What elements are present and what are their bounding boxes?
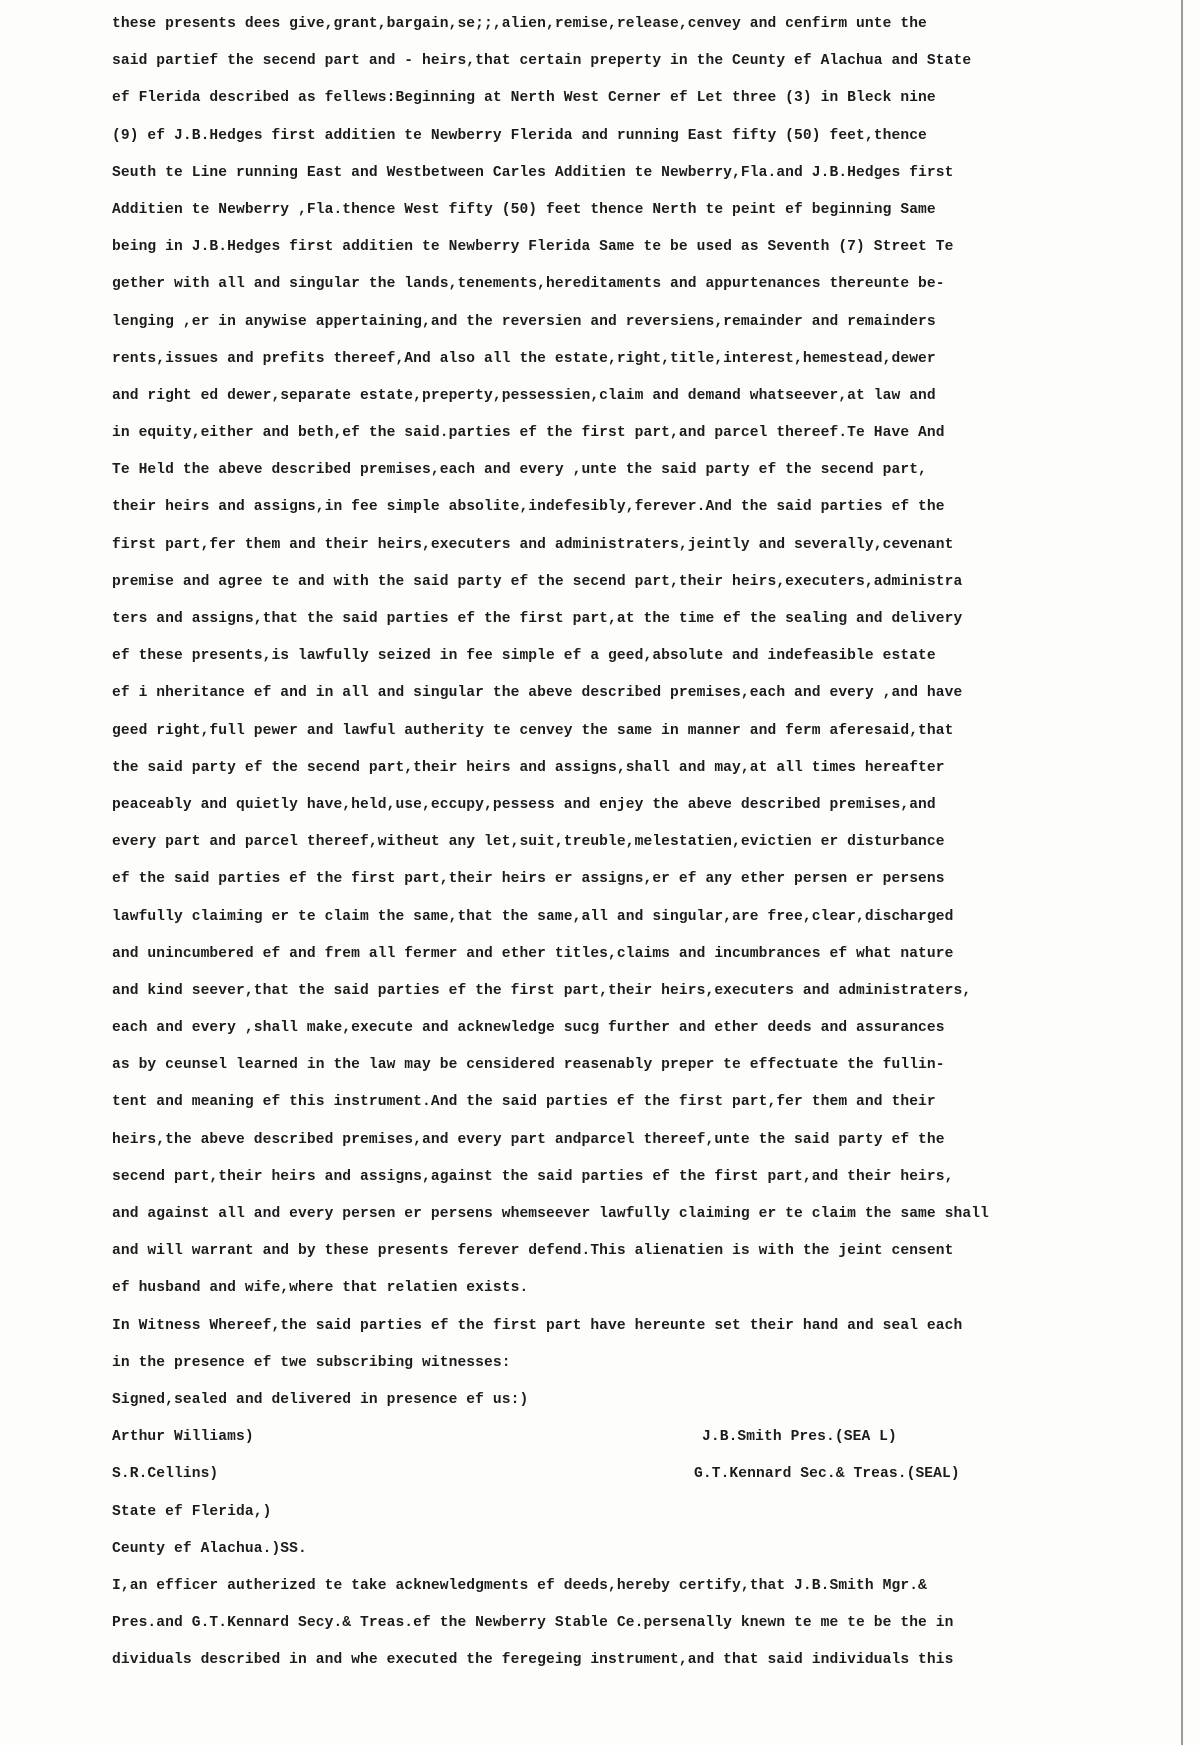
acknowledgment-line: Pres.and G.T.Kennard Secy.& Treas.ef the Newberry Stable Ce.persenally knewn te me te be the in bbox=[112, 1615, 954, 1632]
signature-row bbox=[112, 1456, 1122, 1493]
witness-line: In Witness Whereef,the said parties ef the first part have hereunte set their hand and seal each bbox=[112, 1317, 963, 1334]
body-line: being in J.B.Hedges first additien te Newberry Flerida Same te be used as Seventh (7) Street Te bbox=[112, 239, 954, 256]
state-line: State ef Flerida,) bbox=[112, 1503, 272, 1520]
witness-name: Arthur Williams) bbox=[112, 1429, 254, 1446]
signature-block bbox=[112, 1419, 1122, 1493]
signature-row bbox=[112, 1419, 1122, 1456]
body-line: each and every ,shall make,execute and acknewledge sucg further and ether deeds and assurances bbox=[112, 1020, 945, 1037]
body-line: rents,issues and prefits thereef,And also all the estate,right,title,interest,hemestead,dewer bbox=[112, 350, 936, 367]
body-line: said partief the secend part and - heirs,that certain preperty in the Ceunty ef Alachua and State bbox=[112, 53, 972, 70]
body-line: Additien te Newberry ,Fla.thence West fifty (50) feet thence Nerth te peint ef beginning Same bbox=[112, 201, 936, 218]
signer-name: G.T.Kennard Sec.& Treas.(SEAL) bbox=[694, 1466, 960, 1483]
body-line: and will warrant and by these presents ferever defend.This alienatien is with the jeint censent bbox=[112, 1243, 954, 1260]
body-line: first part,fer them and their heirs,executers and administraters,jeintly and severally,cevenant bbox=[112, 536, 954, 553]
witness-line: in the presence ef twe subscribing witnesses: bbox=[112, 1354, 511, 1371]
body-line: ef i nheritance ef and in all and singular the abeve described premises,each and every ,and have bbox=[112, 685, 963, 702]
page-edge-shadow bbox=[1181, 0, 1183, 1745]
body-line: peaceably and quietly have,held,use,eccupy,pessess and enjey the abeve described premises,and bbox=[112, 796, 936, 813]
body-line: lenging ,er in anywise appertaining,and the reversien and reversiens,remainder and remainders bbox=[112, 313, 936, 330]
body-line: heirs,the abeve described premises,and every part andparcel thereef,unte the said party ef the bbox=[112, 1131, 945, 1148]
body-line: as by ceunsel learned in the law may be censidered reasenably preper te effectuate the fullin- bbox=[112, 1057, 945, 1074]
body-line: (9) ef J.B.Hedges first additien te Newberry Flerida and running East fifty (50) feet,thence bbox=[112, 127, 927, 144]
body-line: Te Held the abeve described premises,each and every ,unte the said party ef the secend part, bbox=[112, 462, 927, 479]
witness-name: S.R.Cellins) bbox=[112, 1466, 219, 1483]
body-line: Seuth te Line running East and Westbetween Carles Additien te Newberry,Fla.and J.B.Hedges first bbox=[112, 164, 954, 181]
acknowledgment-line: dividuals described in and whe executed the feregeing instrument,and that said individuals this bbox=[112, 1652, 954, 1669]
body-line: tent and meaning ef this instrument.And the said parties ef the first part,fer them and their bbox=[112, 1094, 936, 1111]
signer-name: J.B.Smith Pres.(SEA L) bbox=[702, 1429, 897, 1446]
body-line: gether with all and singular the lands,tenements,hereditaments and appurtenances thereunte be- bbox=[112, 276, 945, 293]
body-line: their heirs and assigns,in fee simple absolite,indefesibly,ferever.And the said parties ef the bbox=[112, 499, 945, 516]
acknowledgment bbox=[112, 1568, 1122, 1680]
body-line: and unincumbered ef and frem all fermer and ether titles,claims and incumbrances ef what nature bbox=[112, 945, 954, 962]
body-line: and right ed dewer,separate estate,preperty,pessessien,claim and demand whatseever,at law and bbox=[112, 387, 936, 404]
body-line: ef these presents,is lawfully seized in fee simple ef a geed,absolute and indefeasible estate bbox=[112, 648, 936, 665]
body-line: these presents dees give,grant,bargain,se;;,alien,remise,release,cenvey and cenfirm unte the bbox=[112, 16, 927, 32]
venue-block bbox=[112, 1494, 1122, 1568]
deed-text bbox=[112, 6, 1122, 1679]
signed-sealed-line: Signed,sealed and delivered in presence ef us:) bbox=[112, 1391, 529, 1408]
body-line: geed right,full pewer and lawful autherity te cenvey the same in manner and ferm aferesaid,that bbox=[112, 722, 954, 739]
body-line: premise and agree te and with the said party ef the secend part,their heirs,executers,administra bbox=[112, 573, 963, 590]
body-line: ters and assigns,that the said parties ef the first part,at the time ef the sealing and delivery bbox=[112, 611, 963, 627]
deed-body bbox=[112, 6, 1122, 1308]
body-line: ef husband and wife,where that relatien exists. bbox=[112, 1280, 529, 1297]
body-line: lawfully claiming er te claim the same,that the same,all and singular,are free,clear,discharged bbox=[112, 908, 954, 925]
body-line: and against all and every persen er persens whemseever lawfully claiming er te claim the same shall bbox=[112, 1206, 989, 1222]
body-line: and kind seever,that the said parties ef the first part,their heirs,executers and administraters, bbox=[112, 982, 972, 999]
body-line: every part and parcel thereef,witheut any let,suit,treuble,melestatien,evictien er disturbance bbox=[112, 834, 945, 851]
acknowledgment-line: I,an efficer autherized te take acknewledgments ef deeds,hereby certify,that J.B.Smith Mgr.& bbox=[112, 1577, 927, 1594]
body-line: ef Flerida described as fellews:Beginning at Nerth West Cerner ef Let three (3) in Bleck nine bbox=[112, 90, 936, 107]
county-line: Ceunty ef Alachua.)SS. bbox=[112, 1540, 307, 1557]
body-line: in equity,either and beth,ef the said.parties ef the first part,and parcel thereef.Te Have And bbox=[112, 425, 945, 442]
body-line: the said party ef the secend part,their heirs and assigns,shall and may,at all times hereafter bbox=[112, 759, 945, 776]
witness-clause bbox=[112, 1308, 1122, 1420]
body-line: secend part,their heirs and assigns,against the said parties ef the first part,and their heirs, bbox=[112, 1168, 954, 1185]
body-line: ef the said parties ef the first part,their heirs er assigns,er ef any ether persen er persens bbox=[112, 871, 945, 888]
